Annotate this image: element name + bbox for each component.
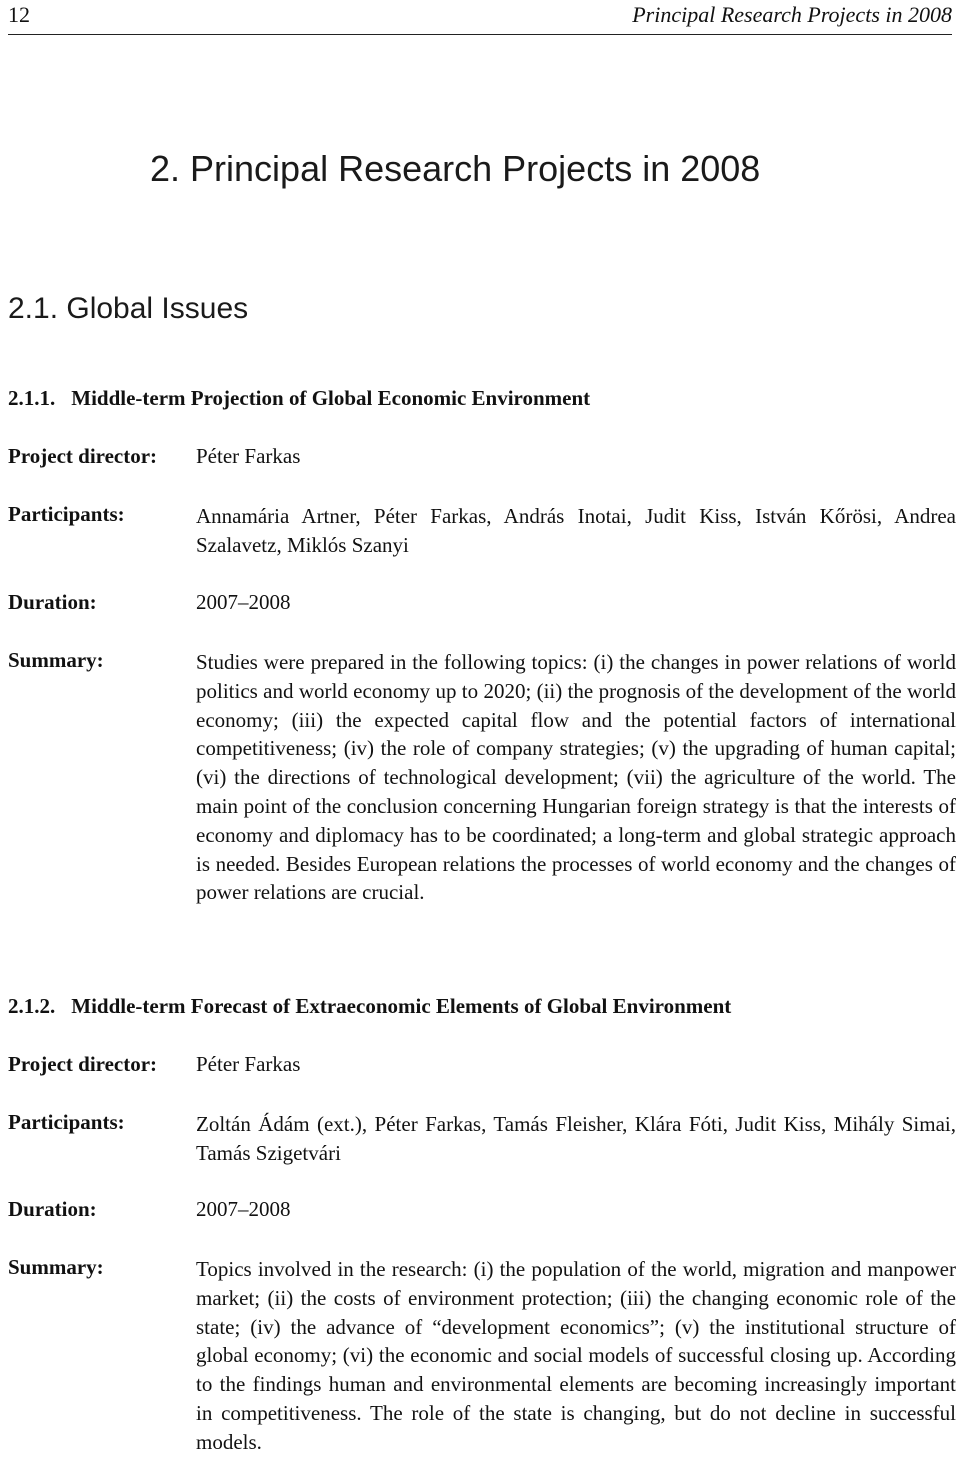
project-title: Middle-term Projection of Global Economic Environment xyxy=(71,386,591,410)
director-value: Péter Farkas xyxy=(196,444,301,468)
summary-label: Summary: xyxy=(8,648,104,672)
director-value: Péter Farkas xyxy=(196,1052,301,1076)
director-label: Project director: xyxy=(8,444,158,468)
running-header xyxy=(8,0,952,35)
summary-label: Summary: xyxy=(8,1255,104,1279)
section-title: 2.1. Global Issues xyxy=(8,292,249,325)
director-label: Project director: xyxy=(8,1052,158,1076)
project-number: 2.1.2. xyxy=(8,994,56,1018)
participants-value: Zoltán Ádám (ext.), Péter Farkas, Tamás Fleisher, Klára Fóti, Judit Kiss, Mihály Simai, Tamás Szigetvári xyxy=(196,1112,956,1165)
duration-label: Duration: xyxy=(8,590,97,614)
running-title: Principal Research Projects in 2008 xyxy=(632,2,952,27)
duration-value: 2007–2008 xyxy=(196,1197,291,1221)
summary-text: Studies were prepared in the following topics: (i) the changes in power relations of world politics and world economy up to 2020; (ii) the prognosis of the development of the world economy; (iii) the expected capital flow and the potential factors of international competitiveness; (iv) the role of company strategies; (v) the upgrading of human capital; (vi) the directions of technological development; (vii) the agriculture of the world. The main point of the conclusion concerning Hungarian foreign strategy is that the interests of economy and diplomacy has to be coordinated; a long-term and global strategic approach is needed. Besides European relations the processes of world economy and the changes of power relations are crucial. xyxy=(196,650,956,905)
project-heading-2 xyxy=(8,994,731,1019)
chapter-title: 2. Principal Research Projects in 2008 xyxy=(150,148,761,189)
duration-label: Duration: xyxy=(8,1197,97,1221)
summary-text: Topics involved in the research: (i) the population of the world, migration and manpower market; (ii) the costs of environment protection; (iii) the changing economic role of the state; (iv) the advance of “development economics”; (v) the institutional structure of global economy; (vi) the economic and social models of successful closing up. According to the findings human and environmental elements are becoming increasingly important in competitiveness. The role of the state is changing, but do not decline in successful models. xyxy=(196,1257,956,1454)
participants-label: Participants: xyxy=(8,1110,125,1134)
project-title: Middle-term Forecast of Extraeconomic Elements of Global Environment xyxy=(71,994,732,1018)
page-number: 12 xyxy=(8,2,30,27)
participants-value: Annamária Artner, Péter Farkas, András Inotai, Judit Kiss, István Kőrösi, Andrea Szalavetz, Miklós Szanyi xyxy=(196,504,956,557)
participants-label: Participants: xyxy=(8,502,125,526)
duration-value: 2007–2008 xyxy=(196,590,291,614)
project-heading-1 xyxy=(8,386,590,411)
project-number: 2.1.1. xyxy=(8,386,56,410)
